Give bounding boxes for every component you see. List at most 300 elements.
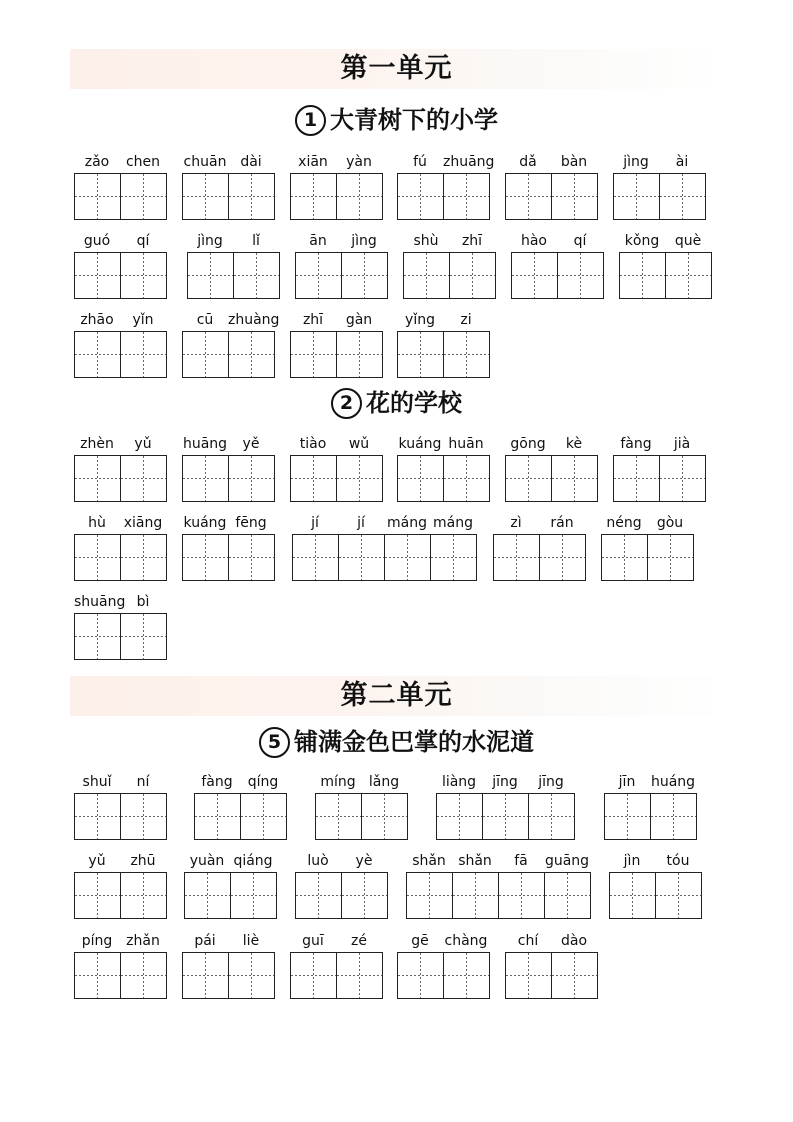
tian-zi-ge-box[interactable] xyxy=(75,794,121,839)
writing-grid xyxy=(505,952,598,999)
tian-zi-ge-box[interactable] xyxy=(385,535,431,580)
tian-zi-ge-box[interactable] xyxy=(75,953,121,998)
tian-zi-ge-box[interactable] xyxy=(437,794,483,839)
word-item xyxy=(182,929,275,999)
pinyin-row xyxy=(397,150,495,170)
tian-zi-ge-box[interactable] xyxy=(362,794,408,839)
word-item xyxy=(613,432,706,502)
word-item xyxy=(194,770,287,840)
writing-grid xyxy=(601,534,694,581)
pinyin-row xyxy=(74,770,167,790)
tian-zi-ge-box[interactable] xyxy=(506,174,552,219)
pinyin-row xyxy=(511,229,604,249)
pinyin-syllable: luò xyxy=(307,853,329,869)
word-item xyxy=(493,511,586,581)
pinyin-syllable: shǎn xyxy=(412,853,446,869)
tian-zi-ge-box[interactable] xyxy=(660,456,706,501)
pinyin-syllable: píng xyxy=(81,933,113,949)
tian-zi-ge-box[interactable] xyxy=(512,253,558,298)
pinyin-row xyxy=(74,590,167,610)
tian-zi-ge-box[interactable] xyxy=(75,456,121,501)
word-item xyxy=(397,308,490,378)
word-item xyxy=(74,929,167,999)
tian-zi-ge-box[interactable] xyxy=(229,456,275,501)
pinyin-syllable: zhī xyxy=(461,233,483,249)
pinyin-syllable: zi xyxy=(460,312,472,328)
pinyin-row xyxy=(619,229,712,249)
pinyin-row xyxy=(505,432,598,452)
tian-zi-ge-box[interactable] xyxy=(605,794,651,839)
pinyin-row xyxy=(74,929,167,949)
word-item xyxy=(619,229,712,299)
pinyin-syllable: pái xyxy=(194,933,216,949)
pinyin-syllable: dǎ xyxy=(519,154,537,170)
tian-zi-ge-box[interactable] xyxy=(121,614,167,659)
word-item xyxy=(290,929,383,999)
tian-zi-ge-box[interactable] xyxy=(75,873,121,918)
tian-zi-ge-box[interactable] xyxy=(121,253,167,298)
pinyin-syllable: jīn xyxy=(618,774,636,790)
writing-grid xyxy=(604,793,697,840)
pinyin-row xyxy=(505,150,598,170)
pinyin-row xyxy=(604,770,697,790)
word-item xyxy=(74,432,167,502)
tian-zi-ge-box[interactable] xyxy=(121,456,167,501)
pinyin-syllable: liè xyxy=(242,933,260,949)
pinyin-syllable: kǒng xyxy=(624,233,660,249)
pinyin-syllable: jīng xyxy=(538,774,564,790)
writing-grid xyxy=(292,534,477,581)
pinyin-syllable: yǔ xyxy=(134,436,152,452)
tian-zi-ge-box[interactable] xyxy=(121,332,167,377)
pinyin-syllable: gòu xyxy=(656,515,684,531)
pinyin-syllable: qiáng xyxy=(233,853,273,869)
pinyin-syllable: míng xyxy=(320,774,356,790)
pinyin-syllable: yǔ xyxy=(88,853,106,869)
word-item xyxy=(290,308,383,378)
word-item xyxy=(397,150,495,220)
pinyin-syllable: ān xyxy=(309,233,327,249)
tian-zi-ge-box[interactable] xyxy=(195,794,241,839)
pinyin-row xyxy=(74,229,167,249)
pinyin-row xyxy=(406,849,591,869)
writing-grid xyxy=(315,793,408,840)
word-item xyxy=(436,770,575,840)
pinyin-row xyxy=(295,229,388,249)
tian-zi-ge-box[interactable] xyxy=(398,174,444,219)
pinyin-row xyxy=(290,432,383,452)
writing-grid xyxy=(397,331,490,378)
tian-zi-ge-box[interactable] xyxy=(602,535,648,580)
writing-grid xyxy=(290,455,383,502)
tian-zi-ge-box[interactable] xyxy=(342,873,388,918)
word-item xyxy=(601,511,694,581)
tian-zi-ge-box[interactable] xyxy=(398,332,444,377)
pinyin-syllable: kuáng xyxy=(398,436,442,452)
tian-zi-ge-box[interactable] xyxy=(651,794,697,839)
pinyin-row xyxy=(290,308,383,328)
pinyin-syllable: kuáng xyxy=(183,515,227,531)
pinyin-syllable: bì xyxy=(136,594,150,610)
pinyin-row xyxy=(505,929,598,949)
pinyin-row xyxy=(182,150,275,170)
tian-zi-ge-box[interactable] xyxy=(552,174,598,219)
pinyin-syllable: bàn xyxy=(560,154,588,170)
pinyin-syllable: zhuàng xyxy=(228,312,280,328)
tian-zi-ge-box[interactable] xyxy=(506,456,552,501)
pinyin-row xyxy=(74,432,167,452)
word-item xyxy=(74,590,167,660)
tian-zi-ge-box[interactable] xyxy=(337,174,383,219)
word-item xyxy=(315,770,408,840)
tian-zi-ge-box[interactable] xyxy=(450,253,496,298)
tian-zi-ge-box[interactable] xyxy=(506,953,552,998)
tian-zi-ge-box[interactable] xyxy=(241,794,287,839)
tian-zi-ge-box[interactable] xyxy=(121,174,167,219)
pinyin-syllable: huáng xyxy=(650,774,696,790)
pinyin-row xyxy=(601,511,694,531)
tian-zi-ge-box[interactable] xyxy=(444,332,490,377)
pinyin-syllable: yàn xyxy=(346,154,372,170)
word-item xyxy=(74,229,167,299)
tian-zi-ge-box[interactable] xyxy=(231,873,277,918)
pinyin-syllable: cū xyxy=(196,312,214,328)
word-item xyxy=(295,849,388,919)
pinyin-syllable: zhī xyxy=(302,312,324,328)
pinyin-row xyxy=(315,770,408,790)
pinyin-syllable: rán xyxy=(550,515,574,531)
writing-grid xyxy=(609,872,702,919)
word-item xyxy=(292,511,477,581)
tian-zi-ge-box[interactable] xyxy=(337,456,383,501)
writing-grid xyxy=(397,173,490,220)
word-item xyxy=(74,308,167,378)
word-item xyxy=(505,929,598,999)
pinyin-row xyxy=(613,150,706,170)
tian-zi-ge-box[interactable] xyxy=(610,873,656,918)
pinyin-row xyxy=(397,929,490,949)
lesson-title-text: 大青树下的小学 xyxy=(330,106,498,134)
tian-zi-ge-box[interactable] xyxy=(444,456,490,501)
writing-grid xyxy=(290,952,383,999)
pinyin-syllable: shù xyxy=(413,233,439,249)
pinyin-syllable: jìn xyxy=(623,853,641,869)
pinyin-row xyxy=(613,432,706,452)
tian-zi-ge-box[interactable] xyxy=(529,794,575,839)
pinyin-syllable: dào xyxy=(560,933,588,949)
pinyin-syllable: ài xyxy=(675,154,689,170)
pinyin-syllable: yě xyxy=(242,436,260,452)
word-item xyxy=(609,849,702,919)
pinyin-syllable: dài xyxy=(240,154,262,170)
lesson-title-text: 花的学校 xyxy=(366,389,462,417)
tian-zi-ge-box[interactable] xyxy=(431,535,477,580)
tian-zi-ge-box[interactable] xyxy=(229,953,275,998)
tian-zi-ge-box[interactable] xyxy=(121,535,167,580)
pinyin-syllable: zì xyxy=(510,515,522,531)
pinyin-row xyxy=(194,770,287,790)
pinyin-syllable: yè xyxy=(355,853,373,869)
word-item xyxy=(403,229,496,299)
tian-zi-ge-box[interactable] xyxy=(398,953,444,998)
word-item xyxy=(290,432,383,502)
pinyin-syllable: máng xyxy=(387,515,427,531)
word-item xyxy=(74,849,167,919)
pinyin-row xyxy=(74,150,167,170)
tian-zi-ge-box[interactable] xyxy=(229,174,275,219)
tian-zi-ge-box[interactable] xyxy=(648,535,694,580)
pinyin-syllable: guī xyxy=(302,933,324,949)
pinyin-syllable: liàng xyxy=(441,774,477,790)
pinyin-row xyxy=(74,849,167,869)
pinyin-row xyxy=(290,929,383,949)
tian-zi-ge-box[interactable] xyxy=(75,614,121,659)
pinyin-syllable: guó xyxy=(83,233,111,249)
tian-zi-ge-box[interactable] xyxy=(75,332,121,377)
writing-grid xyxy=(619,252,712,299)
tian-zi-ge-box[interactable] xyxy=(620,253,666,298)
pinyin-row xyxy=(609,849,702,869)
writing-grid xyxy=(397,455,490,502)
pinyin-row xyxy=(397,308,490,328)
pinyin-row xyxy=(187,229,280,249)
pinyin-syllable: huāng xyxy=(182,436,228,452)
writing-grid xyxy=(613,455,706,502)
writing-grid xyxy=(505,173,598,220)
pinyin-row xyxy=(182,511,275,531)
tian-zi-ge-box[interactable] xyxy=(234,253,280,298)
pinyin-syllable: zhuāng xyxy=(443,154,495,170)
pinyin-syllable: jí xyxy=(311,515,319,531)
tian-zi-ge-box[interactable] xyxy=(545,873,591,918)
writing-grid xyxy=(182,331,275,378)
pinyin-syllable: hù xyxy=(88,515,106,531)
pinyin-row xyxy=(295,849,388,869)
pinyin-syllable: zhāo xyxy=(80,312,114,328)
writing-grid xyxy=(613,173,706,220)
tian-zi-ge-box[interactable] xyxy=(75,253,121,298)
pinyin-syllable: jìng xyxy=(623,154,649,170)
writing-grid xyxy=(505,455,598,502)
pinyin-syllable: máng xyxy=(433,515,473,531)
pinyin-syllable: gōng xyxy=(510,436,546,452)
tian-zi-ge-box[interactable] xyxy=(121,953,167,998)
pinyin-row xyxy=(182,929,275,949)
word-item xyxy=(74,511,167,581)
word-item xyxy=(406,849,591,919)
pinyin-row xyxy=(290,150,383,170)
pinyin-syllable: zhū xyxy=(130,853,156,869)
tian-zi-ge-box[interactable] xyxy=(666,253,712,298)
pinyin-syllable: kè xyxy=(565,436,583,452)
writing-grid xyxy=(184,872,277,919)
lesson-title xyxy=(0,386,793,420)
tian-zi-ge-box[interactable] xyxy=(614,174,660,219)
writing-grid xyxy=(182,173,275,220)
writing-grid xyxy=(290,331,383,378)
word-item xyxy=(295,229,388,299)
writing-grid xyxy=(187,252,280,299)
pinyin-syllable: chen xyxy=(125,154,161,170)
writing-grid xyxy=(182,455,275,502)
tian-zi-ge-box[interactable] xyxy=(183,535,229,580)
tian-zi-ge-box[interactable] xyxy=(183,456,229,501)
word-item xyxy=(290,150,383,220)
pinyin-syllable: huān xyxy=(448,436,484,452)
unit-title: 第一单元 xyxy=(340,53,453,84)
word-item xyxy=(184,849,277,919)
writing-grid xyxy=(511,252,604,299)
tian-zi-ge-box[interactable] xyxy=(499,873,545,918)
pinyin-row xyxy=(403,229,496,249)
pinyin-syllable: néng xyxy=(606,515,642,531)
tian-zi-ge-box[interactable] xyxy=(494,535,540,580)
tian-zi-ge-box[interactable] xyxy=(337,332,383,377)
tian-zi-ge-box[interactable] xyxy=(316,794,362,839)
pinyin-syllable: yuàn xyxy=(189,853,225,869)
pinyin-syllable: jià xyxy=(673,436,691,452)
word-item xyxy=(505,150,598,220)
pinyin-syllable: shuāng xyxy=(74,594,126,610)
tian-zi-ge-box[interactable] xyxy=(656,873,702,918)
tian-zi-ge-box[interactable] xyxy=(291,456,337,501)
pinyin-syllable: zhǎn xyxy=(126,933,160,949)
tian-zi-ge-box[interactable] xyxy=(660,174,706,219)
pinyin-syllable: jìng xyxy=(351,233,377,249)
tian-zi-ge-box[interactable] xyxy=(229,535,275,580)
writing-grid xyxy=(194,793,287,840)
pinyin-row xyxy=(74,511,167,531)
writing-grid xyxy=(74,534,167,581)
pinyin-syllable: fàng xyxy=(620,436,652,452)
word-item xyxy=(511,229,604,299)
writing-grid xyxy=(74,173,167,220)
word-item xyxy=(613,150,706,220)
writing-grid xyxy=(182,534,275,581)
writing-grid xyxy=(74,252,167,299)
pinyin-syllable: zé xyxy=(351,933,367,949)
tian-zi-ge-box[interactable] xyxy=(453,873,499,918)
tian-zi-ge-box[interactable] xyxy=(404,253,450,298)
word-item xyxy=(604,770,697,840)
tian-zi-ge-box[interactable] xyxy=(183,174,229,219)
word-item xyxy=(182,432,275,502)
pinyin-syllable: tiào xyxy=(299,436,327,452)
tian-zi-ge-box[interactable] xyxy=(552,953,598,998)
pinyin-row xyxy=(493,511,586,531)
lesson-number: 2 xyxy=(331,388,362,419)
lesson-title-text: 铺满金色巴掌的水泥道 xyxy=(294,728,534,756)
writing-grid xyxy=(403,252,496,299)
pinyin-syllable: hào xyxy=(520,233,548,249)
tian-zi-ge-box[interactable] xyxy=(183,953,229,998)
writing-grid xyxy=(74,952,167,999)
pinyin-syllable: xiān xyxy=(298,154,328,170)
tian-zi-ge-box[interactable] xyxy=(339,535,385,580)
pinyin-syllable: fú xyxy=(413,154,427,170)
tian-zi-ge-box[interactable] xyxy=(188,253,234,298)
writing-grid xyxy=(295,872,388,919)
writing-grid xyxy=(74,793,167,840)
pinyin-syllable: chuān xyxy=(183,154,227,170)
lesson-title xyxy=(0,725,793,759)
tian-zi-ge-box[interactable] xyxy=(483,794,529,839)
tian-zi-ge-box[interactable] xyxy=(185,873,231,918)
tian-zi-ge-box[interactable] xyxy=(121,794,167,839)
pinyin-syllable: yǐn xyxy=(132,312,154,328)
tian-zi-ge-box[interactable] xyxy=(296,253,342,298)
pinyin-syllable: lǎng xyxy=(368,774,400,790)
tian-zi-ge-box[interactable] xyxy=(291,174,337,219)
pinyin-syllable: qí xyxy=(573,233,587,249)
writing-grid xyxy=(397,952,490,999)
writing-grid xyxy=(436,793,575,840)
tian-zi-ge-box[interactable] xyxy=(75,174,121,219)
pinyin-syllable: wǔ xyxy=(348,436,370,452)
lesson-number: 1 xyxy=(295,105,326,136)
tian-zi-ge-box[interactable] xyxy=(614,456,660,501)
writing-grid xyxy=(74,331,167,378)
word-item xyxy=(397,432,490,502)
writing-grid xyxy=(74,455,167,502)
tian-zi-ge-box[interactable] xyxy=(121,873,167,918)
pinyin-syllable: shuǐ xyxy=(82,774,112,790)
pinyin-syllable: qíng xyxy=(247,774,279,790)
tian-zi-ge-box[interactable] xyxy=(552,456,598,501)
pinyin-syllable: gē xyxy=(411,933,429,949)
word-item xyxy=(187,229,280,299)
pinyin-syllable: jīng xyxy=(492,774,518,790)
tian-zi-ge-box[interactable] xyxy=(337,953,383,998)
word-item xyxy=(397,929,490,999)
tian-zi-ge-box[interactable] xyxy=(407,873,453,918)
tian-zi-ge-box[interactable] xyxy=(291,332,337,377)
tian-zi-ge-box[interactable] xyxy=(291,953,337,998)
tian-zi-ge-box[interactable] xyxy=(342,253,388,298)
pinyin-row xyxy=(74,308,167,328)
pinyin-syllable: xiāng xyxy=(123,515,163,531)
pinyin-row xyxy=(436,770,575,790)
tian-zi-ge-box[interactable] xyxy=(398,456,444,501)
tian-zi-ge-box[interactable] xyxy=(540,535,586,580)
tian-zi-ge-box[interactable] xyxy=(293,535,339,580)
pinyin-syllable: zhèn xyxy=(80,436,114,452)
pinyin-syllable: fā xyxy=(514,853,528,869)
pinyin-syllable: zǎo xyxy=(84,154,110,170)
tian-zi-ge-box[interactable] xyxy=(558,253,604,298)
word-item xyxy=(74,150,167,220)
tian-zi-ge-box[interactable] xyxy=(296,873,342,918)
pinyin-syllable: qí xyxy=(136,233,150,249)
writing-grid xyxy=(74,613,167,660)
pinyin-row xyxy=(292,511,477,531)
pinyin-syllable: shǎn xyxy=(458,853,492,869)
writing-grid xyxy=(74,872,167,919)
tian-zi-ge-box[interactable] xyxy=(444,953,490,998)
pinyin-syllable: ní xyxy=(136,774,150,790)
tian-zi-ge-box[interactable] xyxy=(183,332,229,377)
pinyin-row xyxy=(182,308,280,328)
tian-zi-ge-box[interactable] xyxy=(75,535,121,580)
pinyin-syllable: chàng xyxy=(444,933,488,949)
pinyin-syllable: gàn xyxy=(345,312,373,328)
pinyin-syllable: lǐ xyxy=(252,233,260,249)
tian-zi-ge-box[interactable] xyxy=(229,332,275,377)
tian-zi-ge-box[interactable] xyxy=(444,174,490,219)
word-item xyxy=(505,432,598,502)
pinyin-syllable: jí xyxy=(357,515,365,531)
unit-title: 第二单元 xyxy=(340,680,453,711)
